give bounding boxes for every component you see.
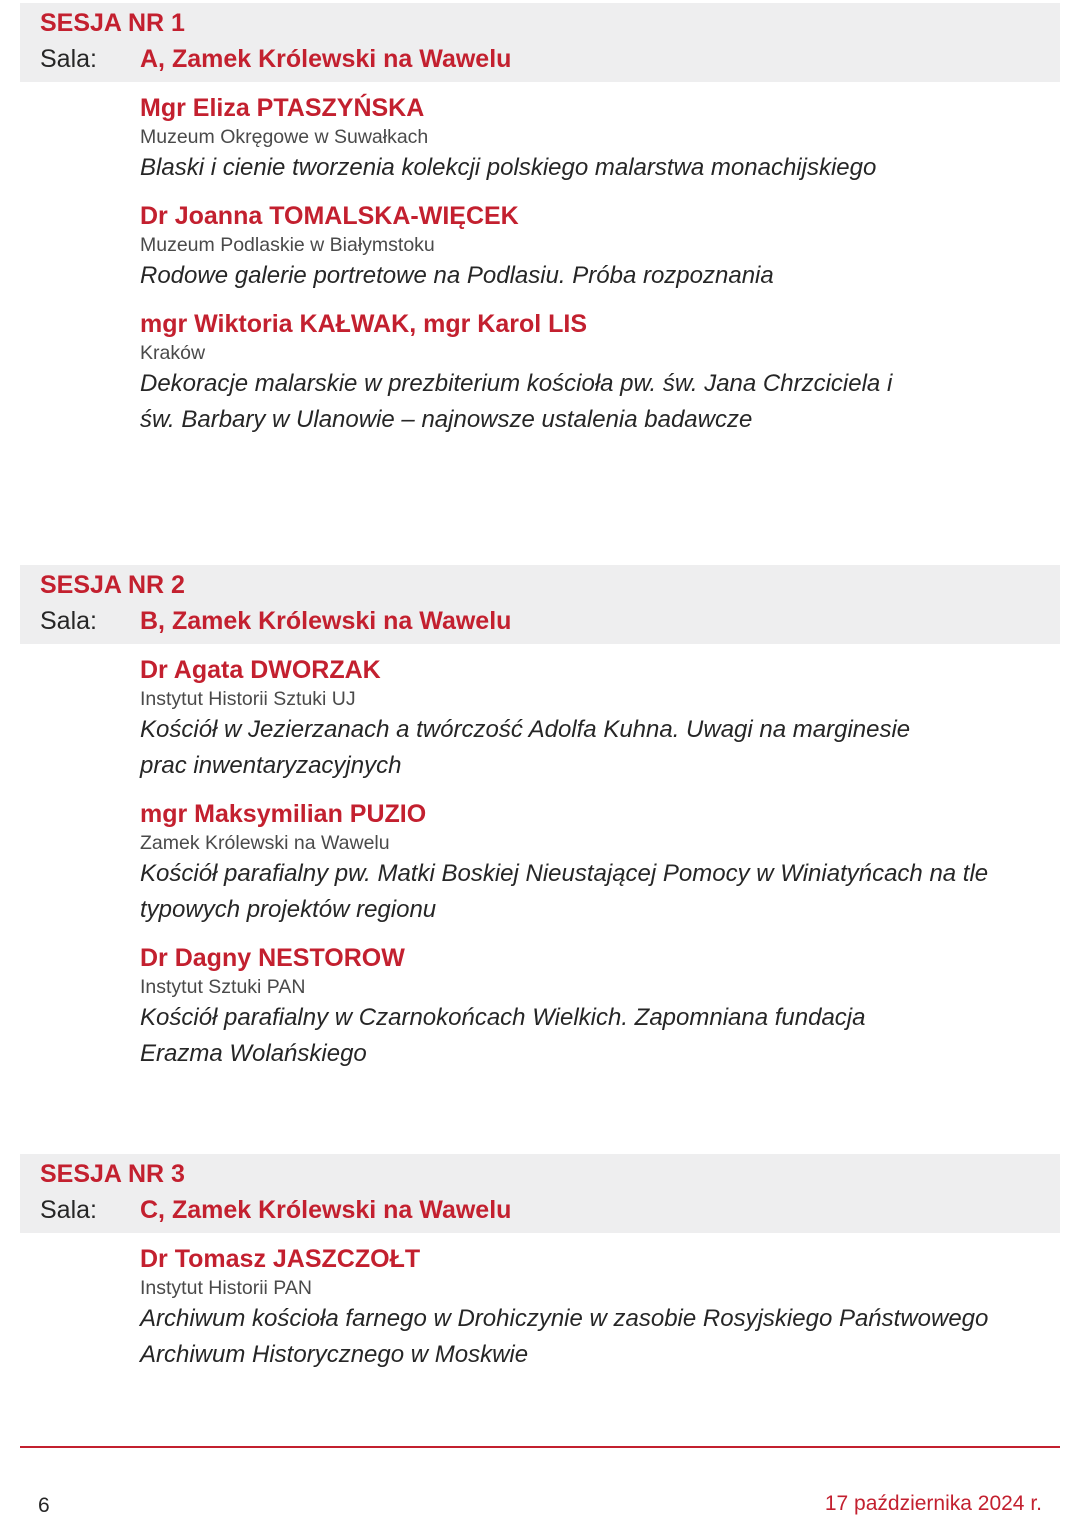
talk-title: Blaski i cienie tworzenia kolekcji polskiego malarstwa monachijskiego [140,154,877,181]
speaker-affiliation: Instytut Historii PAN [140,1277,312,1299]
speaker-name: Mgr Eliza PTASZYŃSKA [140,94,425,122]
speaker-affiliation: Muzeum Podlaskie w Białymstoku [140,234,435,256]
talk-item [140,654,1060,784]
session-3 [20,1154,1060,1387]
talk-item [140,942,1060,1072]
speaker-affiliation: Zamek Królewski na Wawelu [140,832,390,854]
talk-list [20,82,1060,438]
talk-list [20,1233,1060,1373]
hall-label: Sala: [40,1196,97,1224]
speaker-affiliation: Kraków [140,342,206,364]
talk-item [140,308,1060,438]
talk-title: Kościół w Jezierzanach a twórczość Adolfa Kuhna. Uwagi na marginesie prac inwentaryzacyjnych [140,716,911,779]
talk-item [140,1243,1060,1373]
talk-title: Archiwum kościoła farnego w Drohiczynie w zasobie Rosyjskiego Państwowego Archiwum Historycznego w Moskwie [140,1305,989,1368]
speaker-name: Dr Dagny NESTOROW [140,944,405,972]
footer-divider [20,1446,1060,1448]
talk-item [140,798,1060,928]
speaker-affiliation: Instytut Historii Sztuki UJ [140,688,356,710]
talk-item [140,92,1060,186]
hall-value: A, Zamek Królewski na Wawelu [140,45,512,73]
page-number: 6 [38,1494,50,1517]
speaker-affiliation: Instytut Sztuki PAN [140,976,306,998]
hall-label: Sala: [40,607,97,635]
talk-title: Rodowe galerie portretowe na Podlasiu. Próba rozpoznania [140,262,774,289]
hall-value: B, Zamek Królewski na Wawelu [140,607,512,635]
hall-value: C, Zamek Królewski na Wawelu [140,1196,512,1224]
talk-title: Kościół parafialny pw. Matki Boskiej Nieustającej Pomocy w Winiatyńcach na tle typowych projektów regionu [140,860,989,923]
talk-list [20,644,1060,1072]
talk-item [140,200,1060,294]
session-1 [20,3,1060,452]
speaker-name: mgr Maksymilian PUZIO [140,800,427,828]
speaker-name: Dr Tomasz JASZCZOŁT [140,1245,421,1273]
speaker-name: Dr Agata DWORZAK [140,656,381,684]
session-header [20,565,1060,644]
speaker-name: mgr Wiktoria KAŁWAK, mgr Karol LIS [140,310,588,338]
speaker-affiliation: Muzeum Okręgowe w Suwałkach [140,126,429,148]
talk-title: Kościół parafialny w Czarnokońcach Wielkich. Zapomniana fundacja Erazma Wolańskiego [140,1004,866,1067]
session-number: SESJA NR 3 [40,1160,185,1188]
session-header [20,3,1060,82]
session-2 [20,565,1060,1086]
session-number: SESJA NR 2 [40,571,185,599]
footer-date: 17 października 2024 r. [824,1492,1042,1515]
session-number: SESJA NR 1 [40,9,185,37]
hall-label: Sala: [40,45,97,73]
talk-title: Dekoracje malarskie w prezbiterium kościoła pw. św. Jana Chrzciciela i św. Barbary w Ulanowie – najnowsze ustalenia badawcze [140,370,893,433]
session-header [20,1154,1060,1233]
speaker-name: Dr Joanna TOMALSKA-WIĘCEK [140,202,519,230]
